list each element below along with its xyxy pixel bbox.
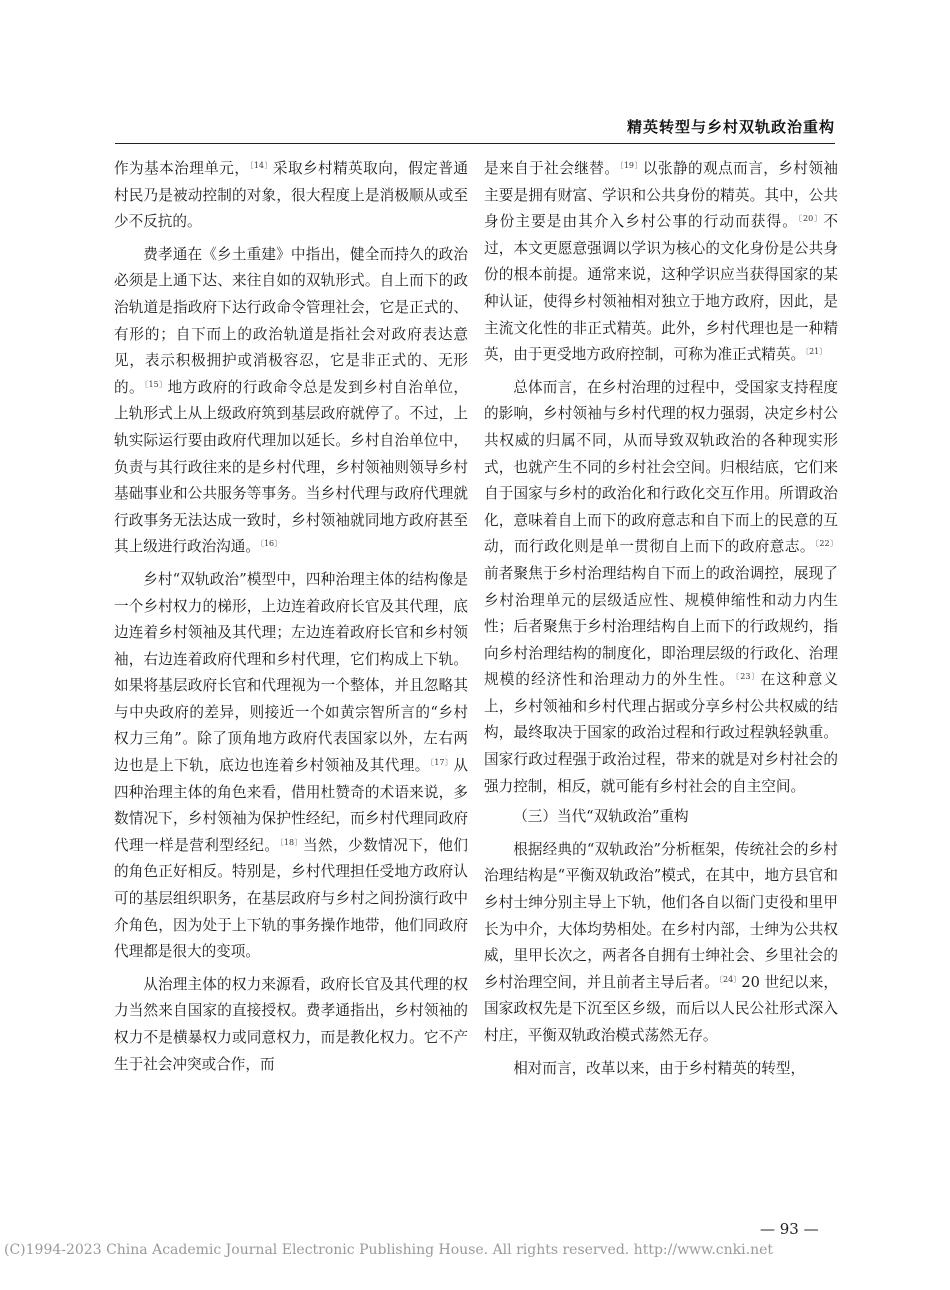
- paragraph: [114, 242, 468, 561]
- paragraph: [484, 837, 838, 1050]
- page-number: — 93 —: [760, 1220, 819, 1238]
- paragraph-text: 是来自于社会继替。: [484, 160, 620, 177]
- paragraph-text: 从治理主体的权力来源看，政府长官及其代理的权力当然来自国家的直接授权。费孝通指出，乡村领袖的权力不是横暴权力或同意权力，而是教化权力。它不产生于社会冲突或合作，而: [114, 975, 468, 1073]
- paragraph: [484, 1056, 838, 1083]
- paragraph-text: 地方政府的行政命令总是发到乡村自治单位，上轨形式上从上级政府筑到基层政府就停了。不过，上轨实际运行要由政府代理加以延长。乡村自治单位中，负责与其行政往来的是乡村代理，乡村领袖则领导乡村基础事业和公共服务等事务。当乡村代理与政府代理就行政事务无法达成一致时，乡村领袖就同地方政府甚至其上级进行政治沟通。: [114, 378, 468, 556]
- right-column: [484, 156, 838, 1082]
- paragraph-text: 乡村“双轨政治”模型中，四种治理主体的结构像是一个乡村权力的梯形，上边连着政府长官及其代理，底边连着乡村领袖及其代理；左边连着政府长官和乡村领袖，右边连着政府代理和乡村代理，它们构成上下轨。如果将基层政府长官和代理视为一个整体，并且忽略其与中央政府的差异，则接近一个如黄宗智所言的“乡村权力三角”。除了顶角地方政府代表国家以外，左右两边也是上下轨，底边也连着乡村领袖及其代理。: [114, 570, 468, 775]
- paragraph-text: 作为基本治理单元，: [114, 160, 250, 177]
- citation-ref: 〔15〕: [144, 379, 168, 389]
- citation-ref: 〔21〕: [805, 347, 828, 357]
- copyright-footer: (C)1994-2023 China Academic Journal Electronic Publishing House. All rights reserved. http://www.cnki.net: [4, 1242, 774, 1258]
- citation-ref: 〔17〕: [429, 758, 454, 768]
- paragraph-text: 采取乡村精英取向，假定普通村民乃是被动控制的对象，很大程度上是消极顺从或至少不反抗的。: [114, 160, 468, 231]
- paragraph-text: 以张静的观点而言，乡村领袖主要是拥有财富、学识和公共身份的精英。其中，公共身份主要是由其介入乡村公事的行动而获得。: [484, 160, 838, 231]
- paragraph-text: 不过，本文更愿意强调以学识为核心的文化身份是公共身份的根本前提。通常来说，这种学识应当获得国家的某种认证，使得乡村领袖相对独立于地方政府，因此，是主流文化性的非正式精英。此外，乡村代理也是一种精英，由于更受地方政府控制，可称为准正式精英。: [484, 213, 838, 364]
- running-header-title: 精英转型与乡村双轨政治重构: [626, 118, 835, 136]
- citation-ref: 〔23〕: [735, 672, 761, 682]
- header-rule: [115, 143, 835, 144]
- paragraph-text: 当然，少数情况下，他们的角色正好相反。特别是，乡村代理担任受地方政府认可的基层组织职务，在基层政府与乡村之间扮演行政中介角色，因为处于上下轨的事务操作地带，他们同政府代理都是很大的变项。: [114, 836, 468, 961]
- paragraph-text: 前者聚焦于乡村治理结构自下而上的政治调控，展现了乡村治理单元的层级适应性、规模伸缩性和动力内生性；后者聚焦于乡村治理结构自上而下的行政规约，指向乡村治理结构的制度化，即治理层级的行政化、治理规模的经济性和治理动力的外生性。: [484, 564, 838, 689]
- citation-ref: 〔24〕: [718, 974, 742, 984]
- section-heading: （三）当代“双轨政治”重构: [513, 808, 689, 826]
- paragraph-text: 总体而言，在乡村治理的过程中，受国家支持程度的影响，乡村领袖与乡村代理的权力强弱，决定乡村公共权威的归属不同，从而导致双轨政治的各种现实形式，也就产生不同的乡村社会空间。归根结底，它们来自于国家与乡村的政治化和行政化交互作用。所谓政治化，意味着自上而下的政府意志和自下而上的民意的互动，而行政化则是单一贯彻自上而下的政府意志。: [484, 378, 838, 556]
- citation-ref: 〔20〕: [797, 214, 824, 224]
- citation-ref: 〔18〕: [279, 837, 303, 847]
- paragraph-text: 20 世纪以来，国家政权先是下沉至区乡级，而后以人民公社形式深入村庄，平衡双轨政治模式荡然无存。: [484, 973, 838, 1044]
- citation-ref: 〔14〕: [249, 161, 273, 170]
- paragraph: [484, 156, 838, 369]
- citation-ref: 〔19〕: [619, 161, 643, 170]
- paragraph: [114, 567, 468, 966]
- paragraph-text: 费孝通在《乡土重建》中指出，健全而持久的政治必须是上通下达、来往自如的双轨形式。自上而下的政治轨道是指政府下达行政命令管理社会，它是正式的、有形的；自下而上的政治轨道是指社会对政府表达意见，表示积极拥护或消极容忍，它是非正式的、无形的。: [114, 245, 468, 396]
- paragraph: [114, 156, 468, 236]
- paragraph-text: 在这种意义上，乡村领袖和乡村代理占据或分享乡村公共权威的结构，最终取决于国家的政治过程和行政过程孰轻孰重。国家行政过程强于政治过程，带来的就是对乡村社会的强力控制，相反，就可能有乡村社会的自主空间。: [484, 671, 838, 795]
- left-column: [114, 156, 468, 1078]
- paragraph: [484, 375, 838, 801]
- paragraph: [114, 972, 468, 1078]
- paragraph-text: 从四种治理主体的角色来看，借用杜赞奇的术语来说，多数情况下，乡村领袖为保护性经纪，而乡村代理同政府代理一样是营利型经纪。: [114, 757, 468, 854]
- paragraph-text: 相对而言，改革以来，由于乡村精英的转型，: [513, 1059, 806, 1077]
- citation-ref: 〔16〕: [259, 539, 283, 549]
- paragraph-text: 根据经典的“双轨政治”分析框架，传统社会的乡村治理结构是“平衡双轨政治”模式，在其中，地方县官和乡村士绅分别主导上下轨，他们各自以衙门吏役和里甲长为中介，大体均势相处。在乡村内部，士绅为公共权威，里甲长次之，两者各自拥有士绅社会、乡里社会的乡村治理空间，并且前者主导后者。: [484, 840, 838, 991]
- citation-ref: 〔22〕: [814, 539, 838, 549]
